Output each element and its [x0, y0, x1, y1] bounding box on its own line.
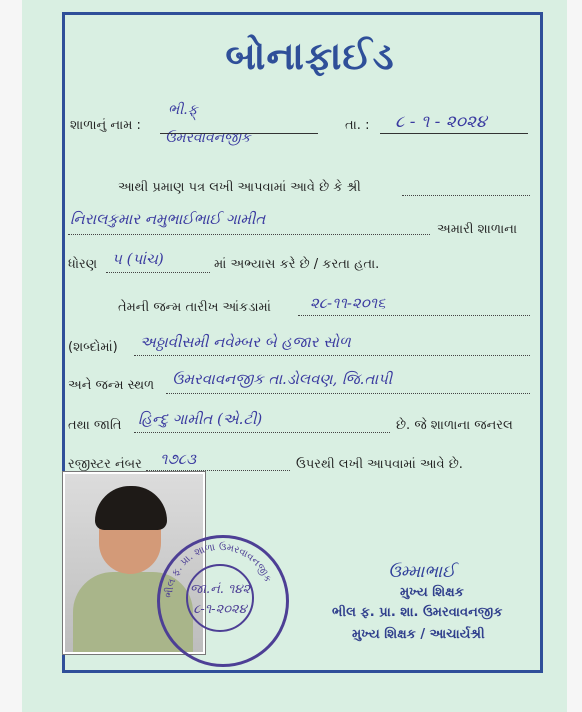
footer-school-name: ભીલ ફ. પ્રા. શા. ઉમરવાવનજીક — [332, 605, 503, 620]
dob-words-dots — [134, 355, 530, 356]
school-name-underline — [160, 133, 318, 134]
dob-words-value: અઠ્ઠાવીસમી નવેમ્બર બે હજાર સોળ — [140, 333, 351, 351]
footer-title: મુખ્ય શિક્ષક — [400, 585, 464, 600]
standard-value: ૫ (પાંચ) — [112, 250, 164, 268]
intro-text: આથી પ્રમાણ પત્ર લખી આપવામાં આવે છે કે શ્રી — [118, 180, 361, 195]
school-name-line2: ઉમરવાવનજીક — [165, 130, 251, 146]
birthplace-value: ઉમરવાવનજીક તા.ડોલવણ, જિ.તાપી — [172, 370, 393, 388]
seal-date: ૮-૧-૨૦૨૪ — [193, 602, 247, 617]
birthplace-label: અને જન્મ સ્થળ — [68, 378, 155, 393]
certificate-title: બોનાફાઈડ — [225, 34, 395, 78]
school-seal — [157, 535, 289, 667]
caste-label: તથા જાતિ — [68, 418, 122, 433]
dob-label: તેમની જન્મ તારીખ આંકડામાં — [118, 300, 271, 315]
school-name-line1: ભી.ફ્ — [168, 102, 198, 118]
date-underline — [380, 133, 528, 134]
caste-suffix: છે. જે શાળાના જનરલ — [396, 418, 513, 433]
register-value: ૧૭૮૩ — [160, 450, 197, 468]
intro-dots — [402, 195, 530, 196]
birthplace-dots — [166, 393, 530, 394]
date-value: ૮ - ૧ - ૨૦૨૪ — [395, 112, 487, 132]
school-tail-text: અમારી શાળાના — [437, 222, 518, 237]
register-suffix: ઉપરથી લખી આપવામાં આવે છે. — [296, 457, 463, 472]
standard-suffix: માં અભ્યાસ કરે છે / કરતા હતા. — [214, 257, 380, 272]
register-dots — [146, 470, 290, 471]
dob-words-label: (શબ્દોમાં) — [68, 340, 118, 355]
standard-dots — [106, 272, 210, 273]
student-name-dots — [68, 234, 430, 235]
standard-label: ધોરણ — [68, 257, 98, 272]
svg-text:ભીલ ફ. પ્રા. શાળા ઉમરવાવનજીક: ભીલ ફ. પ્રા. શાળા ઉમરવાવનજીક — [163, 541, 274, 599]
dob-dots — [298, 315, 530, 316]
date-label: તા. : — [345, 118, 370, 133]
school-name-label: શાળાનું નામ : — [70, 118, 141, 133]
seal-number: જા.નં. ૧૪૨ — [189, 582, 251, 597]
dob-value: ૨૮-૧૧-૨૦૧૬ — [310, 294, 386, 312]
caste-value: હિન્દુ ગામીત (એ.ટી) — [138, 410, 263, 428]
register-label: રજીસ્ટર નંબર — [68, 457, 142, 472]
caste-dots — [134, 432, 390, 433]
headmaster-signature: ઉમ્માભાઈ — [388, 562, 456, 582]
footer-designation: મુખ્ય શિક્ષક / આચાર્યશ્રી — [352, 627, 485, 642]
student-name: નિરાલકુમાર નમુભાઈભાઈ ગામીત — [70, 210, 266, 228]
